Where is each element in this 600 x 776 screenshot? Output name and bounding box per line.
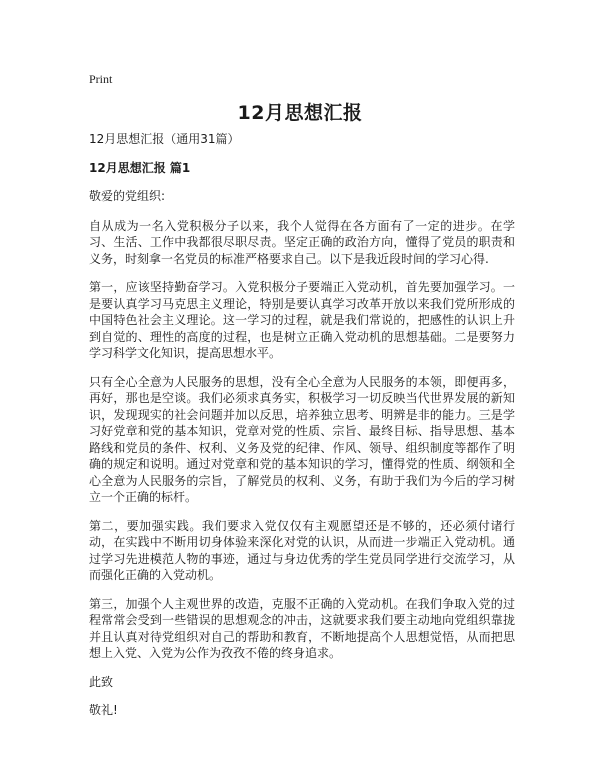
document-subtitle: 12月思想汇报（通用31篇） bbox=[89, 132, 240, 146]
paragraph-4: 第二，要加强实践。我们要求入党仅仅有主观愿望还是不够的，还必须付诸行动，在实践中不断用切身体验来深化对党的认识，从而进一步端正入党动机。通过学习先进模范人物的事迹，通过与身边优秀的学生党员同学进行交流学习，从而强化正确的入党动机。 bbox=[89, 518, 515, 582]
closing-line: 此致 bbox=[89, 674, 114, 689]
document-body bbox=[89, 131, 515, 731]
paragraph-2: 第一，应该坚持勤奋学习。入党积极分子要端正入党动机，首先要加强学习。一是要认真学习马克思主义理论，特别是要认真学习改革开放以来我们党所形成的中国特色社会主义理论。这一学习的过程，就是我们常说的，把感性的认识上升到自觉的、理性的高度的过程，也是树立正确入党动机的思想基础。二是要努力学习科学文化知识，提高思想水平。 bbox=[89, 280, 515, 360]
regards-line: 敬礼! bbox=[89, 703, 118, 717]
page-title: 12月思想汇报 bbox=[237, 102, 363, 124]
paragraph-1: 自从成为一名入党积极分子以来，我个人觉得在各方面有了一定的进步。在学习、生活、工作中我都很尽职尽责。坚定正确的政治方向，懂得了党员的职责和义务，时刻拿一名党员的标准严格要求自己。以下是我近段时间的学习心得. bbox=[89, 218, 515, 266]
paragraph-3: 只有全心全意为人民服务的思想，没有全心全意为人民服务的本领，即便再多，再好，那也是空谈。我们必须求真务实，积极学习一切反映当代世界发展的新知识，发现现实的社会问题并加以反思，培养独立思考、明辨是非的能力。三是学习好党章和党的基本知识，党章对党的性质、宗旨、最终目标、指导思想、基本路线和党员的条件、权利、义务及党的纪律、作风、领导、组织制度等都作了明确的规定和说明。通过对党章和党的基本知识的学习，懂得党的性质、纲领和全心全意为人民服务的宗旨，了解党员的权利、义务，有助于我们为今后的学习树立一个正确的标杆。 bbox=[89, 374, 515, 504]
salutation: 敬爱的党组织: bbox=[89, 189, 166, 203]
paragraph-5: 第三，加强个人主观世界的改造，克服不正确的入党动机。在我们争取入党的过程常常会受到一些错误的思想观念的冲击，这就要求我们要主动地向党组织靠拢并且认真对待党组织对自己的帮助和教育，不断地提高个人思想觉悟，从而把思想上入党、入党为公作为孜孜不倦的终身追求。 bbox=[89, 596, 515, 660]
section-heading: 12月思想汇报 篇1 bbox=[89, 160, 191, 175]
print-link[interactable]: Print bbox=[89, 72, 113, 86]
